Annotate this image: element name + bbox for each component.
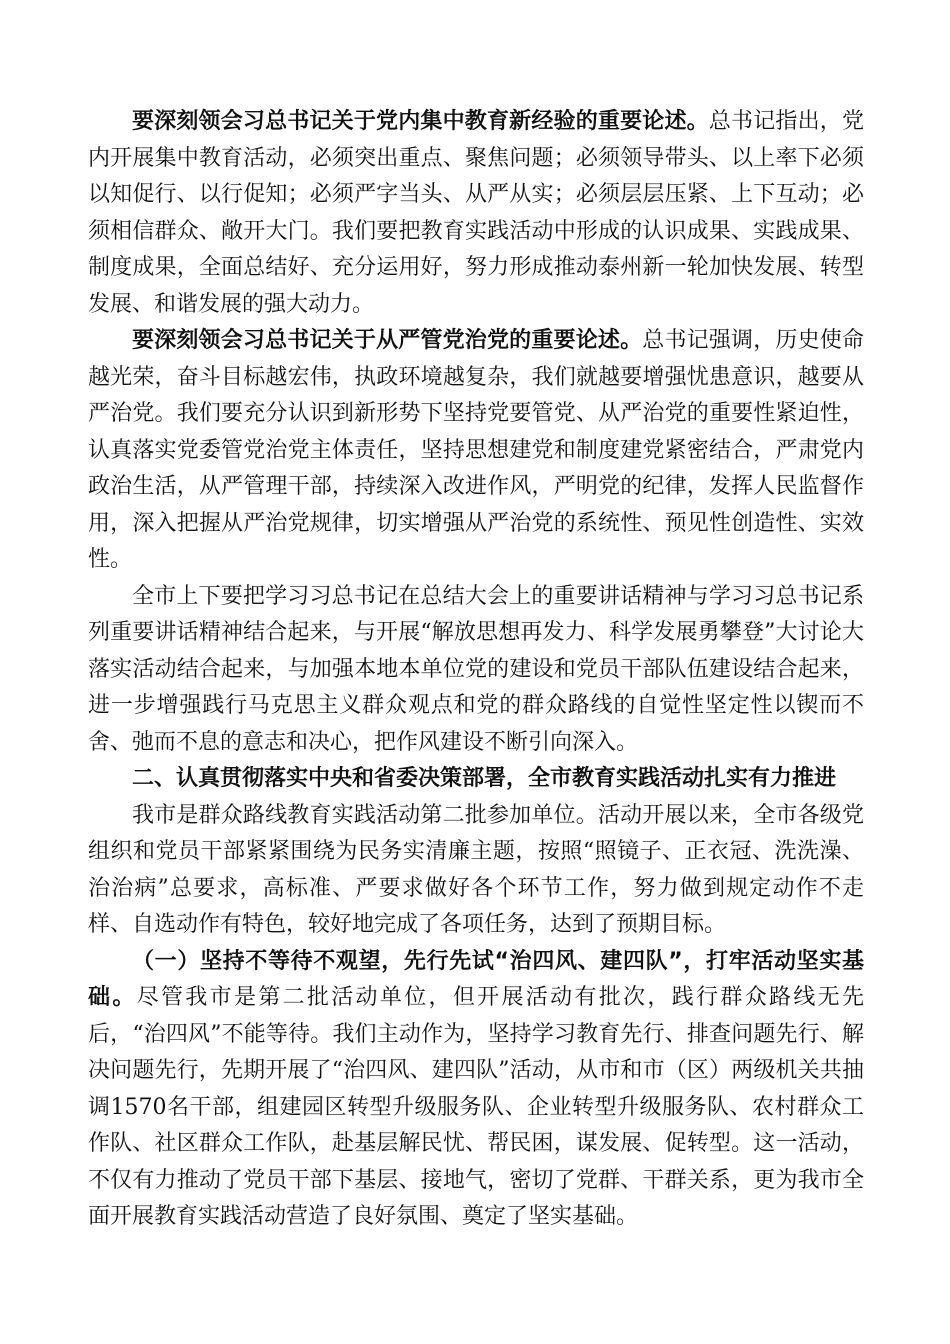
paragraph-strict-governance (88, 323, 864, 579)
paragraph-city-participation (88, 798, 864, 944)
paragraph-lead: 要深刻领会习总书记关于从严管党治党的重要论述。 (132, 328, 643, 353)
paragraph-body: 全市上下要把学习习总书记在总结大会上的重要讲话精神与学习习总书记系列重要讲话精神结合起来，与开展“解放思想再发力、科学发展勇攀登”大讨论大落实活动结合起来，与加强本地本单位党的建设和党员干部队伍建设结合起来，进一步增强践行马克思主义群众观点和党的群众路线的自觉性坚定性以锲而不舍、弛而不息的意志和决心，把作风建设不断引向深入。 (88, 583, 864, 755)
paragraph-body: 我市是群众路线教育实践活动第二批参加单位。活动开展以来，全市各级党组织和党员干部紧紧围绕为民务实清廉主题，按照“照镜子、正衣冠、洗洗澡、治治病”总要求，高标准、严要求做好各个环节工作，努力做到规定动作不走样、自选动作有特色，较好地完成了各项任务，达到了预期目标。 (88, 802, 864, 937)
paragraph-lead: 要深刻领会习总书记关于党内集中教育新经验的重要论述。 (132, 109, 709, 134)
paragraph-education-experience (88, 104, 864, 323)
paragraph-subsection-one (88, 944, 864, 1236)
section-heading: 二、认真贯彻落实中央和省委决策部署，全市教育实践活动扎实有力推进 (132, 766, 837, 791)
document-page (88, 104, 864, 1236)
paragraph-body: 尽管我市是第二批活动单位，但开展活动有批次，践行群众路线无先后，“治四风”不能等待。我们主动作为，坚持学习教育先行、排查问题先行、解决问题先行，先期开展了“治四风、建四队”活动，从市和市（区）两级机关共抽调1570名干部，组建园区转型升级服务队、企业转型升级服务队、农村群众工作队、社区群众工作队，赴基层解民忧、帮民困，谋发展、促转型。这一活动，不仅有力推动了党员干部下基层、接地气，密切了党群、干群关系，更为我市全面开展教育实践活动营造了良好氛围、奠定了坚实基础。 (88, 985, 864, 1229)
paragraph-body: 总书记强调，历史使命越光荣，奋斗目标越宏伟，执政环境越复杂，我们就越要增强忧患意识，越要从严治党。我们要充分认识到新形势下坚持党要管党、从严治党的重要性紧迫性，认真落实党委管党治党主体责任，坚持思想建党和制度建党紧密结合，严肃党内政治生活，从严管理干部，持续深入改进作风，严明党的纪律，发挥人民监督作用，深入把握从严治党规律，切实增强从严治党的系统性、预见性创造性、实效性。 (88, 328, 864, 572)
paragraph-lead: （一）坚持不等待不观望，先行先试“治四风、建四队”，打牢活动坚实基础。 (88, 948, 864, 1010)
paragraph-body: 总书记指出，党内开展集中教育活动，必须突出重点、聚焦问题；必须领导带头、以上率下必须以知促行、以行促知；必须严字当头、从严从实；必须层层压紧、上下互动；必须相信群众、敞开大门。我们要把教育实践活动中形成的认识成果、实践成果、制度成果，全面总结好、充分运用好，努力形成推动泰州新一轮加快发展、转型发展、和谐发展的强大动力。 (88, 109, 864, 317)
paragraph-city-study (88, 579, 864, 762)
